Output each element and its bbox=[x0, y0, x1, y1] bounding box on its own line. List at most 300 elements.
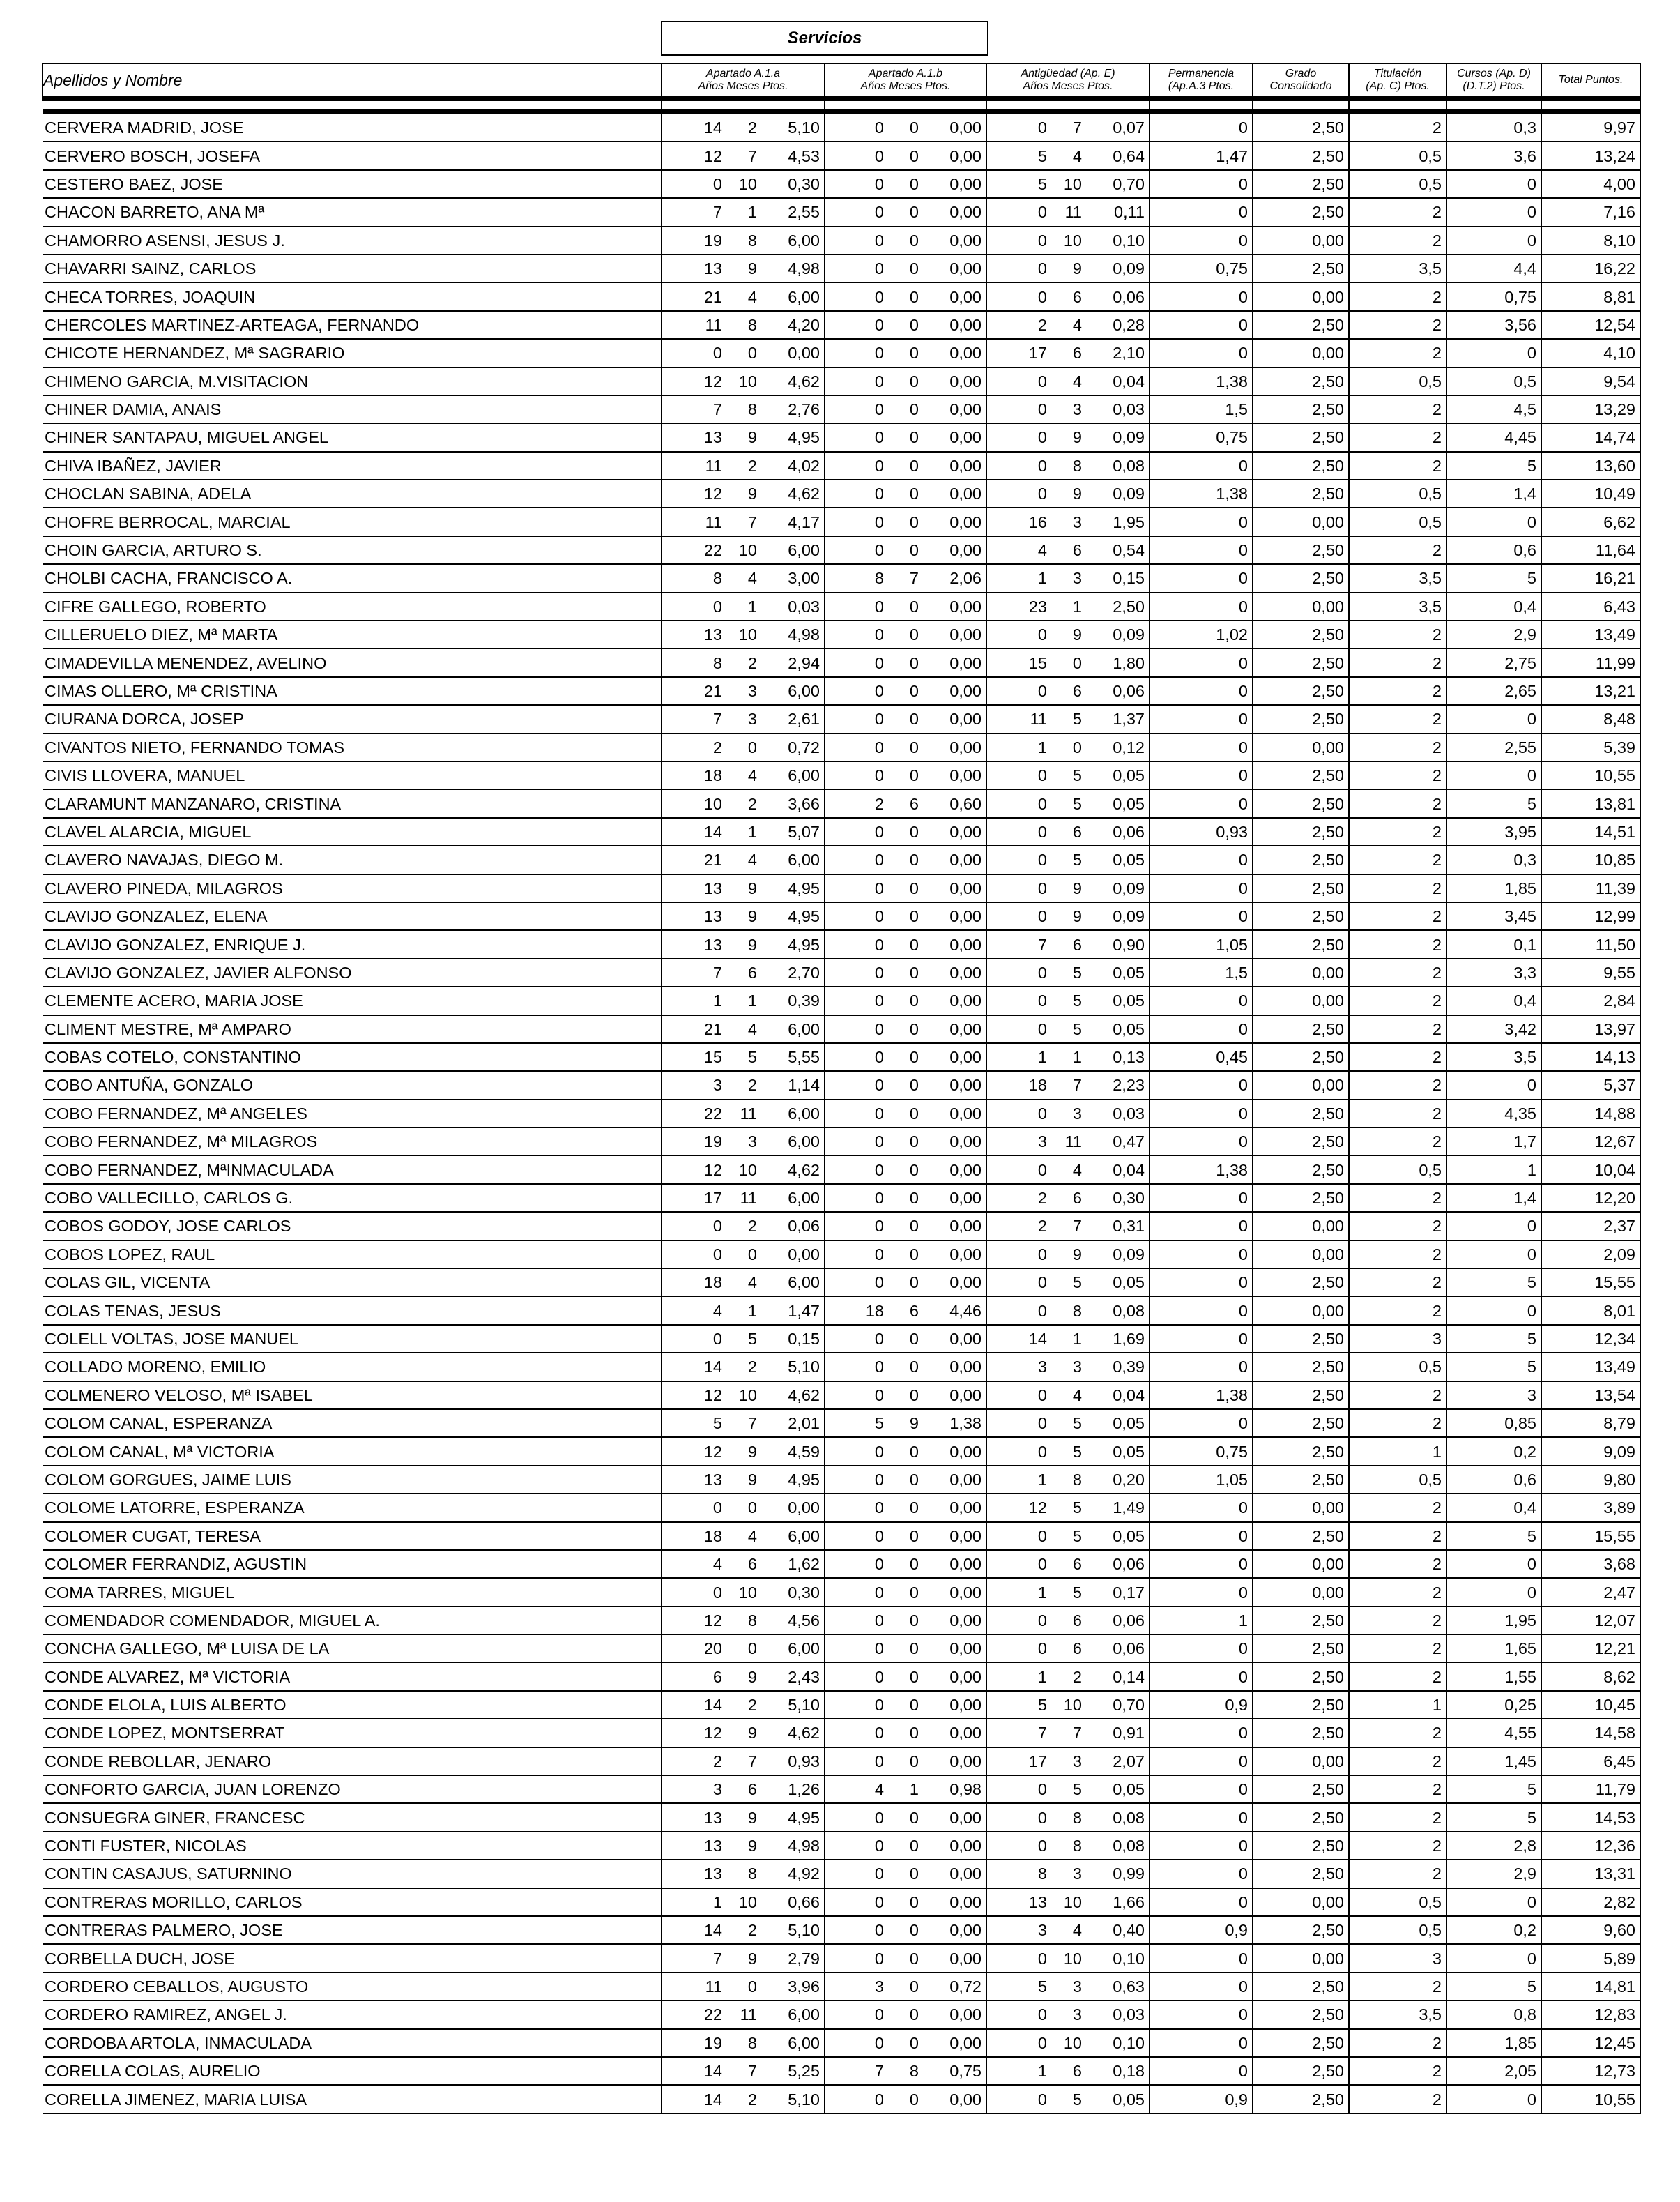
cell-points: 0,91 bbox=[1113, 1724, 1145, 1742]
header-line: (D.T.2) Ptos. bbox=[1463, 80, 1525, 92]
cell-triplet bbox=[987, 1298, 1149, 1324]
cell-points: 1,47 bbox=[788, 1301, 820, 1320]
cell-triplet bbox=[662, 2030, 824, 2056]
cell-titulacion: 2 bbox=[1349, 1578, 1446, 1606]
cell-points: 0,11 bbox=[1114, 203, 1145, 222]
cell-triplet bbox=[825, 537, 986, 563]
cell-name: COLOM GORGUES, JAIME LUIS bbox=[43, 1466, 662, 1494]
cell-total: 11,79 bbox=[1541, 1775, 1640, 1803]
cell-points: 0,05 bbox=[1113, 2090, 1145, 2109]
cell-a1b bbox=[825, 621, 986, 648]
cell-total: 10,49 bbox=[1541, 480, 1640, 508]
cell-triplet bbox=[662, 453, 824, 479]
cell-a1a bbox=[662, 480, 825, 508]
cell-antiguedad bbox=[986, 508, 1150, 536]
cell-years: 0 bbox=[874, 315, 884, 334]
table-row bbox=[43, 536, 1640, 564]
cell-a1a bbox=[662, 621, 825, 648]
cell-points: 0,09 bbox=[1113, 1245, 1145, 1263]
cell-months: 10 bbox=[738, 174, 757, 193]
cell-grado: 2,50 bbox=[1253, 198, 1349, 226]
table-row bbox=[43, 1916, 1640, 1944]
cell-titulacion: 0,5 bbox=[1349, 1353, 1446, 1381]
cell-cursos: 3 bbox=[1446, 1381, 1541, 1409]
cell-months: 0 bbox=[909, 935, 919, 954]
cell-points: 4,95 bbox=[788, 428, 820, 447]
cell-titulacion: 2 bbox=[1349, 227, 1446, 255]
cell-titulacion: 2 bbox=[1349, 1127, 1446, 1155]
cell-antiguedad bbox=[986, 593, 1150, 621]
cell-a1a bbox=[662, 395, 825, 423]
cell-months: 0 bbox=[909, 1160, 919, 1179]
cell-months: 0 bbox=[909, 1865, 919, 1883]
cell-years: 0 bbox=[1037, 485, 1047, 503]
cell-years: 4 bbox=[1037, 541, 1047, 560]
cell-triplet bbox=[662, 2058, 824, 2084]
cell-triplet bbox=[825, 1298, 986, 1324]
cell-titulacion: 2 bbox=[1349, 677, 1446, 705]
cell-a1a bbox=[662, 818, 825, 846]
cell-titulacion: 2 bbox=[1349, 789, 1446, 817]
cell-titulacion: 2 bbox=[1349, 2029, 1446, 2057]
cell-permanencia: 0 bbox=[1150, 1296, 1253, 1324]
cell-triplet bbox=[662, 143, 824, 169]
cell-triplet bbox=[662, 480, 824, 507]
cell-antiguedad bbox=[986, 2000, 1150, 2028]
cell-triplet bbox=[987, 1494, 1149, 1521]
cell-grado: 0,00 bbox=[1253, 508, 1349, 536]
cell-years: 0 bbox=[1037, 1385, 1047, 1404]
cell-months: 6 bbox=[1072, 682, 1082, 700]
cell-months: 8 bbox=[1072, 1301, 1082, 1320]
cell-months: 3 bbox=[747, 682, 757, 700]
cell-months: 0 bbox=[747, 1245, 757, 1263]
cell-a1b bbox=[825, 1325, 986, 1353]
cell-a1a bbox=[662, 1550, 825, 1578]
cell-points: 4,95 bbox=[788, 907, 820, 926]
column-header-permanencia bbox=[1150, 63, 1253, 99]
cell-months: 7 bbox=[1072, 119, 1082, 137]
table-row bbox=[43, 1212, 1640, 1240]
cell-months: 2 bbox=[1072, 1667, 1082, 1686]
cell-permanencia: 0 bbox=[1150, 874, 1253, 902]
cell-triplet bbox=[662, 368, 824, 395]
table-row bbox=[43, 452, 1640, 480]
cell-triplet bbox=[987, 1100, 1149, 1127]
cell-total: 12,54 bbox=[1541, 311, 1640, 339]
cell-months: 0 bbox=[747, 1639, 757, 1658]
cell-years: 0 bbox=[874, 1865, 884, 1883]
cell-antiguedad bbox=[986, 818, 1150, 846]
cell-triplet bbox=[987, 255, 1149, 282]
cell-triplet bbox=[825, 1382, 986, 1408]
cell-months: 9 bbox=[747, 1808, 757, 1827]
cell-permanencia: 0 bbox=[1150, 1240, 1253, 1268]
cell-years: 0 bbox=[1037, 1949, 1047, 1968]
cell-titulacion: 0,5 bbox=[1349, 508, 1446, 536]
cell-cursos: 0 bbox=[1446, 1071, 1541, 1099]
cell-years: 12 bbox=[703, 1160, 722, 1179]
cell-months: 3 bbox=[1072, 569, 1082, 588]
cell-titulacion: 2 bbox=[1349, 311, 1446, 339]
cell-a1b bbox=[825, 112, 986, 142]
cell-points: 0,00 bbox=[949, 400, 982, 419]
cell-triplet bbox=[987, 1353, 1149, 1380]
cell-grado: 2,50 bbox=[1253, 367, 1349, 395]
cell-triplet bbox=[987, 593, 1149, 620]
cell-points: 4,95 bbox=[788, 879, 820, 897]
table-row bbox=[43, 255, 1640, 282]
cell-points: 4,95 bbox=[788, 1470, 820, 1489]
cell-a1a bbox=[662, 734, 825, 761]
cell-name: CIVIS LLOVERA, MANUEL bbox=[43, 761, 662, 789]
cell-triplet bbox=[825, 284, 986, 310]
cell-months: 7 bbox=[1072, 1076, 1082, 1095]
cell-name: COBO FERNANDEZ, Mª MILAGROS bbox=[43, 1127, 662, 1155]
cell-points: 0,72 bbox=[788, 738, 820, 757]
header-line: Años Meses Ptos. bbox=[698, 80, 788, 92]
cell-a1a bbox=[662, 452, 825, 480]
cell-titulacion: 2 bbox=[1349, 734, 1446, 761]
cell-grado: 2,50 bbox=[1253, 2057, 1349, 2085]
cell-years: 14 bbox=[703, 822, 722, 841]
cell-months: 6 bbox=[747, 963, 757, 982]
cell-permanencia: 0 bbox=[1150, 1127, 1253, 1155]
table-row bbox=[43, 677, 1640, 705]
cell-points: 0,09 bbox=[1113, 625, 1145, 644]
cell-titulacion: 2 bbox=[1349, 1071, 1446, 1099]
cell-name: CHAVARRI SAINZ, CARLOS bbox=[43, 255, 662, 282]
cell-months: 0 bbox=[909, 174, 919, 193]
table-row bbox=[43, 1240, 1640, 1268]
cell-triplet bbox=[662, 1664, 824, 1690]
cell-years: 17 bbox=[1028, 1752, 1047, 1770]
cell-points: 0,08 bbox=[1113, 1808, 1145, 1827]
cell-name: CONTRERAS PALMERO, JOSE bbox=[43, 1916, 662, 1944]
cell-triplet bbox=[825, 819, 986, 845]
cell-years: 0 bbox=[874, 907, 884, 926]
cell-points: 0,63 bbox=[1113, 1977, 1145, 1996]
cell-years: 1 bbox=[1037, 2062, 1047, 2081]
cell-a1a bbox=[662, 846, 825, 874]
cell-name: COBOS LOPEZ, RAUL bbox=[43, 1240, 662, 1268]
cell-permanencia: 0 bbox=[1150, 2057, 1253, 2085]
cell-triplet bbox=[987, 368, 1149, 395]
cell-cursos: 0 bbox=[1446, 1888, 1541, 1916]
cell-points: 0,17 bbox=[1113, 1583, 1145, 1602]
cell-triplet bbox=[662, 1072, 824, 1098]
cell-triplet bbox=[987, 650, 1149, 676]
cell-points: 0,00 bbox=[949, 1639, 982, 1658]
cell-titulacion: 2 bbox=[1349, 1803, 1446, 1831]
cell-triplet bbox=[987, 1917, 1149, 1943]
cell-months: 4 bbox=[747, 851, 757, 870]
cell-triplet bbox=[825, 1523, 986, 1549]
cell-triplet bbox=[662, 734, 824, 761]
cell-years: 0 bbox=[712, 344, 722, 363]
cell-triplet bbox=[662, 846, 824, 873]
table-row bbox=[43, 1071, 1640, 1099]
cell-points: 2,23 bbox=[1113, 1076, 1145, 1095]
cell-points: 0,06 bbox=[788, 1217, 820, 1236]
cell-name: COBO FERNANDEZ, MªINMACULADA bbox=[43, 1155, 662, 1183]
cell-triplet bbox=[662, 1128, 824, 1155]
cell-triplet bbox=[987, 114, 1149, 141]
cell-antiguedad bbox=[986, 1409, 1150, 1437]
cell-triplet bbox=[662, 875, 824, 902]
cell-years: 3 bbox=[874, 1977, 884, 1996]
cell-triplet bbox=[825, 593, 986, 620]
column-header-antiguedad bbox=[986, 63, 1150, 99]
cell-triplet bbox=[987, 1128, 1149, 1155]
cell-triplet bbox=[987, 1551, 1149, 1577]
cell-grado: 2,50 bbox=[1253, 789, 1349, 817]
cell-permanencia: 0 bbox=[1150, 282, 1253, 310]
cell-months: 0 bbox=[909, 203, 919, 222]
cell-a1a bbox=[662, 112, 825, 142]
cell-years: 12 bbox=[703, 1611, 722, 1630]
cell-cursos: 5 bbox=[1446, 1268, 1541, 1296]
cell-years: 5 bbox=[712, 1414, 722, 1433]
cell-years: 11 bbox=[705, 512, 722, 531]
cell-points: 4,95 bbox=[788, 1808, 820, 1827]
cell-antiguedad bbox=[986, 1719, 1150, 1747]
table-row bbox=[43, 1155, 1640, 1183]
cell-points: 0,00 bbox=[949, 231, 982, 250]
cell-grado: 2,50 bbox=[1253, 395, 1349, 423]
cell-permanencia: 0 bbox=[1150, 1832, 1253, 1860]
cell-months: 0 bbox=[909, 1752, 919, 1770]
table-row bbox=[43, 170, 1640, 198]
cell-a1a bbox=[662, 761, 825, 789]
cell-months: 2 bbox=[747, 456, 757, 475]
cell-points: 1,38 bbox=[949, 1414, 982, 1433]
cell-triplet bbox=[825, 1917, 986, 1943]
cell-a1b bbox=[825, 930, 986, 958]
cell-titulacion: 2 bbox=[1349, 1240, 1446, 1268]
cell-years: 1 bbox=[712, 1892, 722, 1911]
cell-a1b bbox=[825, 1944, 986, 1972]
table-row bbox=[43, 1803, 1640, 1831]
cell-triplet bbox=[987, 819, 1149, 845]
cell-a1a bbox=[662, 1888, 825, 1916]
cell-permanencia: 0 bbox=[1150, 1634, 1253, 1662]
cell-cursos: 0,4 bbox=[1446, 593, 1541, 621]
cell-cursos: 0 bbox=[1446, 1296, 1541, 1324]
cell-points: 3,00 bbox=[788, 569, 820, 588]
cell-months: 0 bbox=[909, 907, 919, 926]
cell-triplet bbox=[987, 284, 1149, 310]
cell-name: CLAVERO NAVAJAS, DIEGO M. bbox=[43, 846, 662, 874]
cell-points: 6,00 bbox=[788, 1273, 820, 1292]
cell-triplet bbox=[987, 396, 1149, 423]
cell-grado: 2,50 bbox=[1253, 1015, 1349, 1043]
cell-cursos: 2,05 bbox=[1446, 2057, 1541, 2085]
cell-points: 0,00 bbox=[949, 512, 982, 531]
cell-cursos: 0,2 bbox=[1446, 1437, 1541, 1465]
cell-points: 0,00 bbox=[949, 259, 982, 278]
cell-months: 11 bbox=[740, 2005, 757, 2024]
cell-triplet bbox=[987, 1579, 1149, 1606]
cell-triplet bbox=[987, 1748, 1149, 1775]
cell-months: 0 bbox=[909, 1808, 919, 1827]
cell-name: CERVERA MADRID, JOSE bbox=[43, 112, 662, 142]
cell-months: 5 bbox=[1072, 1273, 1082, 1292]
cell-antiguedad bbox=[986, 959, 1150, 987]
cell-months: 3 bbox=[1072, 1104, 1082, 1123]
cell-years: 0 bbox=[712, 1217, 722, 1236]
cell-cursos: 2,9 bbox=[1446, 1860, 1541, 1888]
cell-months: 10 bbox=[738, 1385, 757, 1404]
cell-titulacion: 2 bbox=[1349, 339, 1446, 367]
cell-months: 10 bbox=[738, 1160, 757, 1179]
cell-years: 0 bbox=[874, 1442, 884, 1461]
cell-total: 5,89 bbox=[1541, 1944, 1640, 1972]
cell-a1a bbox=[662, 1607, 825, 1634]
cell-years: 18 bbox=[1028, 1076, 1047, 1095]
cell-months: 0 bbox=[909, 1245, 919, 1263]
cell-titulacion: 0,5 bbox=[1349, 170, 1446, 198]
cell-years: 0 bbox=[874, 597, 884, 616]
cell-years: 1 bbox=[712, 992, 722, 1010]
cell-permanencia: 0 bbox=[1150, 1860, 1253, 1888]
cell-months: 0 bbox=[909, 625, 919, 644]
cell-months: 0 bbox=[909, 1273, 919, 1292]
cell-grado: 2,50 bbox=[1253, 1634, 1349, 1662]
cell-years: 14 bbox=[703, 119, 722, 137]
cell-months: 8 bbox=[747, 315, 757, 334]
cell-a1a bbox=[662, 508, 825, 536]
cell-triplet bbox=[662, 1326, 824, 1352]
cell-cursos: 0 bbox=[1446, 705, 1541, 733]
cell-months: 10 bbox=[738, 1892, 757, 1911]
cell-total: 15,55 bbox=[1541, 1522, 1640, 1550]
cell-points: 0,14 bbox=[1113, 1667, 1145, 1686]
table-row bbox=[43, 1973, 1640, 2000]
cell-months: 10 bbox=[1063, 2033, 1082, 2052]
cell-years: 11 bbox=[705, 456, 722, 475]
cell-months: 4 bbox=[747, 1526, 757, 1545]
cell-a1a bbox=[662, 1662, 825, 1690]
cell-permanencia: 1,5 bbox=[1150, 959, 1253, 987]
cell-points: 4,62 bbox=[788, 485, 820, 503]
cell-grado: 0,00 bbox=[1253, 1494, 1349, 1521]
cell-months: 0 bbox=[909, 1442, 919, 1461]
cell-months: 0 bbox=[909, 653, 919, 672]
cell-years: 13 bbox=[1028, 1892, 1047, 1911]
cell-triplet bbox=[662, 621, 824, 648]
cell-name: COBOS GODOY, JOSE CARLOS bbox=[43, 1212, 662, 1240]
cell-name: COBO VALLECILLO, CARLOS G. bbox=[43, 1184, 662, 1212]
cell-grado: 0,00 bbox=[1253, 1944, 1349, 1972]
cell-months: 0 bbox=[909, 822, 919, 841]
cell-a1a bbox=[662, 874, 825, 902]
cell-a1a bbox=[662, 2057, 825, 2085]
cell-triplet bbox=[662, 932, 824, 958]
cell-years: 0 bbox=[1037, 1273, 1047, 1292]
cell-a1b bbox=[825, 1155, 986, 1183]
cell-permanencia: 0 bbox=[1150, 1803, 1253, 1831]
column-header-name: Apellidos y Nombre bbox=[43, 63, 662, 99]
cell-a1b bbox=[825, 1550, 986, 1578]
cell-points: 0,00 bbox=[949, 119, 982, 137]
cell-years: 14 bbox=[703, 1358, 722, 1376]
cell-triplet bbox=[987, 509, 1149, 536]
cell-years: 3 bbox=[712, 1780, 722, 1799]
cell-permanencia: 0 bbox=[1150, 734, 1253, 761]
cell-a1a bbox=[662, 311, 825, 339]
cell-months: 0 bbox=[909, 485, 919, 503]
cell-years: 0 bbox=[874, 287, 884, 306]
cell-months: 0 bbox=[909, 231, 919, 250]
cell-total: 8,01 bbox=[1541, 1296, 1640, 1324]
cell-months: 4 bbox=[747, 569, 757, 588]
cell-name: COLOMER CUGAT, TERESA bbox=[43, 1522, 662, 1550]
table-row bbox=[43, 1719, 1640, 1747]
cell-grado: 0,00 bbox=[1253, 1550, 1349, 1578]
cell-months: 2 bbox=[747, 1217, 757, 1236]
cell-months: 5 bbox=[1072, 710, 1082, 729]
cell-months: 0 bbox=[909, 1470, 919, 1489]
cell-total: 9,60 bbox=[1541, 1916, 1640, 1944]
cell-a1b bbox=[825, 1437, 986, 1465]
cell-months: 0 bbox=[909, 1583, 919, 1602]
column-header-grado bbox=[1253, 63, 1349, 99]
table-row bbox=[43, 508, 1640, 536]
cell-points: 4,62 bbox=[788, 372, 820, 390]
cell-total: 12,99 bbox=[1541, 902, 1640, 930]
cell-years: 2 bbox=[874, 794, 884, 813]
table-row bbox=[43, 1860, 1640, 1888]
cell-triplet bbox=[662, 1917, 824, 1943]
cell-titulacion: 2 bbox=[1349, 1775, 1446, 1803]
cell-months: 3 bbox=[747, 710, 757, 729]
cell-grado: 0,00 bbox=[1253, 282, 1349, 310]
cell-months: 6 bbox=[1072, 1189, 1082, 1208]
header-line: Apartado A.1.b bbox=[868, 68, 943, 79]
cell-years: 0 bbox=[1037, 1639, 1047, 1658]
cell-total: 5,37 bbox=[1541, 1071, 1640, 1099]
cell-years: 14 bbox=[703, 1921, 722, 1940]
cell-years: 0 bbox=[712, 1245, 722, 1263]
cell-years: 0 bbox=[874, 625, 884, 644]
cell-a1a bbox=[662, 1212, 825, 1240]
cell-grado: 0,00 bbox=[1253, 1296, 1349, 1324]
table-row bbox=[43, 311, 1640, 339]
cell-name: CIMADEVILLA MENENDEZ, AVELINO bbox=[43, 648, 662, 676]
cell-points: 4,98 bbox=[788, 1837, 820, 1855]
table-row bbox=[43, 1325, 1640, 1353]
cell-months: 6 bbox=[1072, 2062, 1082, 2081]
cell-years: 18 bbox=[865, 1301, 884, 1320]
cell-cursos: 0,3 bbox=[1446, 846, 1541, 874]
cell-years: 0 bbox=[1037, 1780, 1047, 1799]
cell-permanencia: 0,75 bbox=[1150, 255, 1253, 282]
cell-years: 0 bbox=[1037, 963, 1047, 982]
table-row bbox=[43, 1409, 1640, 1437]
cell-triplet bbox=[825, 706, 986, 732]
cell-years: 0 bbox=[874, 456, 884, 475]
cell-years: 0 bbox=[874, 1667, 884, 1686]
table-row bbox=[43, 648, 1640, 676]
cell-name: CIURANA DORCA, JOSEP bbox=[43, 705, 662, 733]
cell-points: 2,70 bbox=[788, 963, 820, 982]
cell-antiguedad bbox=[986, 1578, 1150, 1606]
cell-months: 4 bbox=[1072, 1385, 1082, 1404]
cell-a1a bbox=[662, 1634, 825, 1662]
cell-antiguedad bbox=[986, 621, 1150, 648]
cell-grado: 2,50 bbox=[1253, 1100, 1349, 1127]
